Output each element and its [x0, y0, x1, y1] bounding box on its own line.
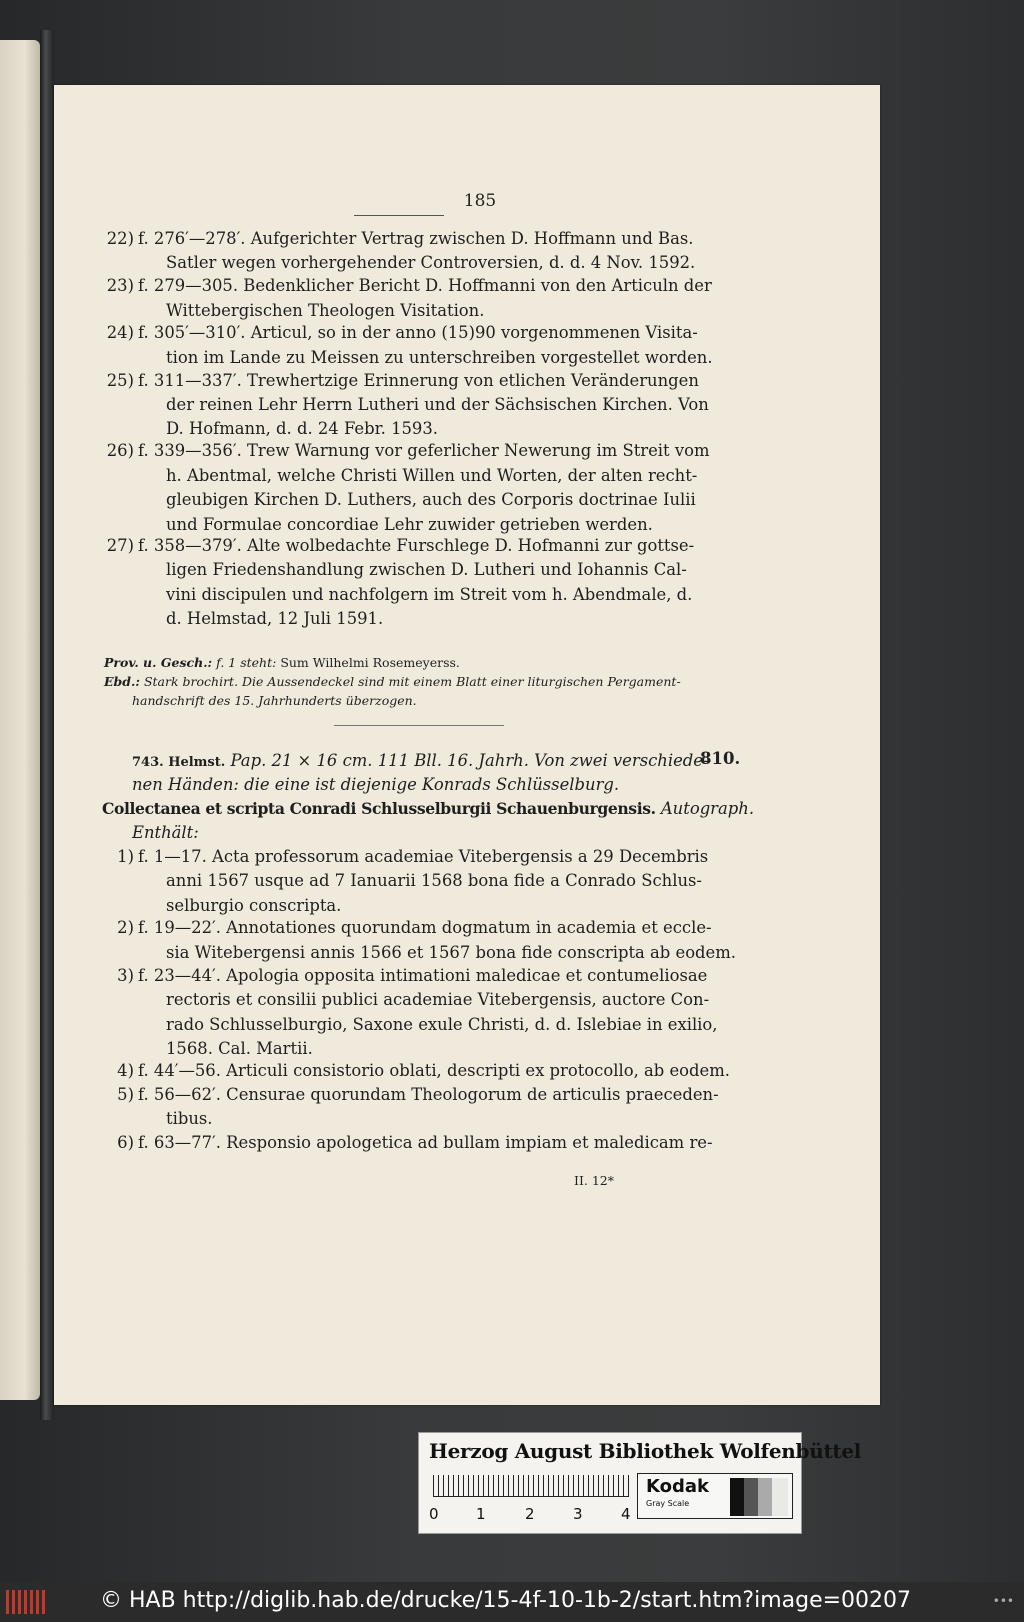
entry-line: der reinen Lehr Herrn Lutheri und der Sächsischen Kirchen. Von	[166, 395, 709, 414]
entry-line: anni 1567 usque ad 7 Ianuarii 1568 bona fide a Conrado Schlus-	[166, 871, 702, 891]
entry-line: f. 63—77′. Responsio apologetica ad bullam impiam et maledicam re-	[138, 1132, 713, 1152]
entry-item	[104, 439, 752, 537]
entry-item	[104, 274, 752, 323]
book-spine	[40, 30, 54, 1420]
entry-number: 6)	[117, 1132, 134, 1152]
entry-line: f. 311—337′. Trewhertzige Erinnerung von etlichen Veränderungen	[138, 370, 699, 390]
entry-number: 26)	[106, 441, 134, 461]
entry-number: 5)	[117, 1085, 134, 1104]
entry-item	[104, 1059, 752, 1083]
entry-line: und Formulae concordiae Lehr zuwider getrieben werden.	[166, 514, 653, 534]
marginal-number: 810.	[700, 749, 741, 768]
entry-line: f. 305′—310′. Articul, so in der anno (15)90 vorgenommenen Visita-	[138, 323, 698, 343]
ruler-label-3: 3	[573, 1505, 583, 1523]
record-title-line	[102, 797, 755, 821]
kodak-gray-scale	[637, 1473, 793, 1519]
kodak-logo: Kodak	[646, 1476, 709, 1497]
previous-page-edge	[0, 40, 40, 1400]
entry-line: f. 276′—278′. Aufgerichter Vertrag zwischen D. Hoffmann und Bas.	[138, 229, 694, 248]
entry-line: tion im Lande zu Meissen zu unterschreiben vorgestellet worden.	[166, 347, 713, 367]
swatch-white	[772, 1478, 788, 1516]
provenance-note	[104, 653, 750, 672]
entry-item	[104, 227, 752, 276]
entry-line: f. 44′—56. Articuli consistorio oblati, descripti ex protocollo, ab eodem.	[138, 1061, 730, 1081]
entry-line: D. Hofmann, d. d. 24 Febr. 1593.	[166, 419, 438, 439]
entry-line: f. 23—44′. Apologia opposita intimationi maledicae et contumeliosae	[138, 966, 708, 985]
swatch-dark-gray	[744, 1478, 758, 1516]
entry-line: rectoris et consilii publici academiae Vitebergensis, auctore Con-	[166, 990, 710, 1010]
record-desc-line1: Pap. 21 × 16 cm. 111 Bll. 16. Jahrh. Von zwei verschiede-	[230, 751, 709, 770]
binding-label: Ebd.:	[104, 674, 140, 689]
entry-line: 1568. Cal. Martii.	[166, 1039, 313, 1059]
provenance-text: Sum Wilhelmi Rosemeyerss.	[280, 655, 460, 670]
entry-item	[104, 1131, 752, 1155]
entry-item	[104, 321, 752, 370]
entry-number: 1)	[117, 847, 134, 866]
entry-number: 22)	[106, 229, 134, 248]
entry-item	[104, 845, 752, 918]
entry-item	[104, 964, 752, 1062]
entry-line: f. 358—379′. Alte wolbedachte Furschlege D. Hofmanni zur gottse-	[138, 535, 695, 555]
entry-number: 27)	[106, 535, 134, 555]
entry-line: ligen Friedenshandlung zwischen D. Lutheri und Iohannis Cal-	[166, 560, 687, 580]
entry-item	[104, 1083, 752, 1132]
provenance-label: Prov. u. Gesch.:	[104, 655, 213, 670]
contains-label: Enthält:	[132, 823, 199, 842]
binding-note-cont	[132, 691, 752, 710]
binding-note	[104, 672, 750, 691]
entry-line: Satler wegen vorhergehender Controversien, d. d. 4 Nov. 1592.	[166, 253, 696, 273]
entry-line: tibus.	[166, 1109, 213, 1129]
binding-line2: handschrift des 15. Jahrhunderts überzogen.	[132, 693, 417, 708]
provenance-italic: f. 1 steht:	[216, 655, 277, 670]
signature-mark: II. 12*	[574, 1173, 614, 1188]
entry-line: h. Abentmal, welche Christi Willen und Worten, der alten recht-	[166, 465, 698, 485]
swatch-black	[730, 1478, 744, 1516]
record-title: Collectanea et scripta Conradi Schlusselburgii Schauenburgensis.	[102, 799, 656, 818]
entry-number: 3)	[117, 966, 134, 985]
entry-number: 23)	[106, 276, 134, 296]
ruler-label-4: 4	[621, 1505, 631, 1523]
entry-number: 24)	[106, 323, 134, 343]
record-title-tail: Autograph.	[660, 799, 755, 818]
entry-line: vini discipulen und nachfolgern im Streit vom h. Abendmale, d.	[166, 584, 693, 604]
binding-line1: Stark brochirt. Die Aussendeckel sind mit einem Blatt einer liturgischen Pergament-	[143, 674, 681, 689]
entry-number: 2)	[117, 918, 134, 938]
ruler-label-1: 1	[476, 1505, 486, 1523]
footer-url[interactable]: © HAB http://diglib.hab.de/drucke/15-4f-10-1b-2/start.htm?image=00207	[100, 1588, 912, 1613]
entry-line: f. 1—17. Acta professorum academiae Vitebergensis a 29 Decembris	[138, 847, 709, 866]
document-page	[54, 85, 880, 1405]
entry-line: rado Schlusselburgio, Saxone exule Christi, d. d. Islebiae in exilio,	[166, 1014, 718, 1034]
entry-line: f. 19—22′. Annotationes quorundam dogmatum in academia et eccle-	[138, 918, 712, 938]
record-header	[132, 749, 752, 775]
page-number: 185	[463, 191, 497, 211]
entry-number: 25)	[106, 370, 134, 390]
entry-line: selburgio conscripta.	[166, 895, 342, 915]
more-icon[interactable]: •••	[992, 1594, 1014, 1608]
entry-line: f. 56—62′. Censurae quorundam Theologorum de articulis praeceden-	[138, 1085, 719, 1104]
kodak-subtitle: Gray Scale	[646, 1499, 690, 1508]
entry-line: f. 339—356′. Trew Warnung vor geferlicher Newerung im Streit vom	[138, 441, 710, 461]
entry-line: sia Witebergensi annis 1566 et 1567 bona fide conscripta ab eodem.	[166, 942, 737, 962]
card-title: Herzog August Bibliothek Wolfenbüttel	[429, 1439, 862, 1463]
page-number-rule	[354, 215, 444, 216]
color-chart-card	[418, 1432, 862, 1534]
entry-number: 4)	[117, 1061, 134, 1081]
entry-line: f. 279—305. Bedenklicher Bericht D. Hoffmanni von den Articuln der	[138, 276, 712, 296]
section-separator	[334, 725, 504, 726]
entry-item	[104, 534, 752, 632]
swatch-light-gray	[758, 1478, 772, 1516]
hab-logo-icon	[6, 1590, 48, 1614]
footer-bar	[0, 1582, 1024, 1622]
entry-item	[104, 916, 752, 965]
entry-line: d. Helmstad, 12 Juli 1591.	[166, 609, 384, 629]
ruler-label-0: 0	[429, 1505, 439, 1523]
ruler-label-2: 2	[525, 1505, 535, 1523]
record-number: 743. Helmst.	[132, 755, 226, 770]
record-desc-line2: nen Händen: die eine ist diejenige Konrads Schlüsselburg.	[132, 775, 620, 794]
cm-ruler	[433, 1475, 629, 1497]
entry-line: Wittebergischen Theologen Visitation.	[166, 300, 485, 320]
entry-line: gleubigen Kirchen D. Luthers, auch des Corporis doctrinae Iulii	[166, 490, 696, 510]
entry-item	[104, 369, 752, 442]
